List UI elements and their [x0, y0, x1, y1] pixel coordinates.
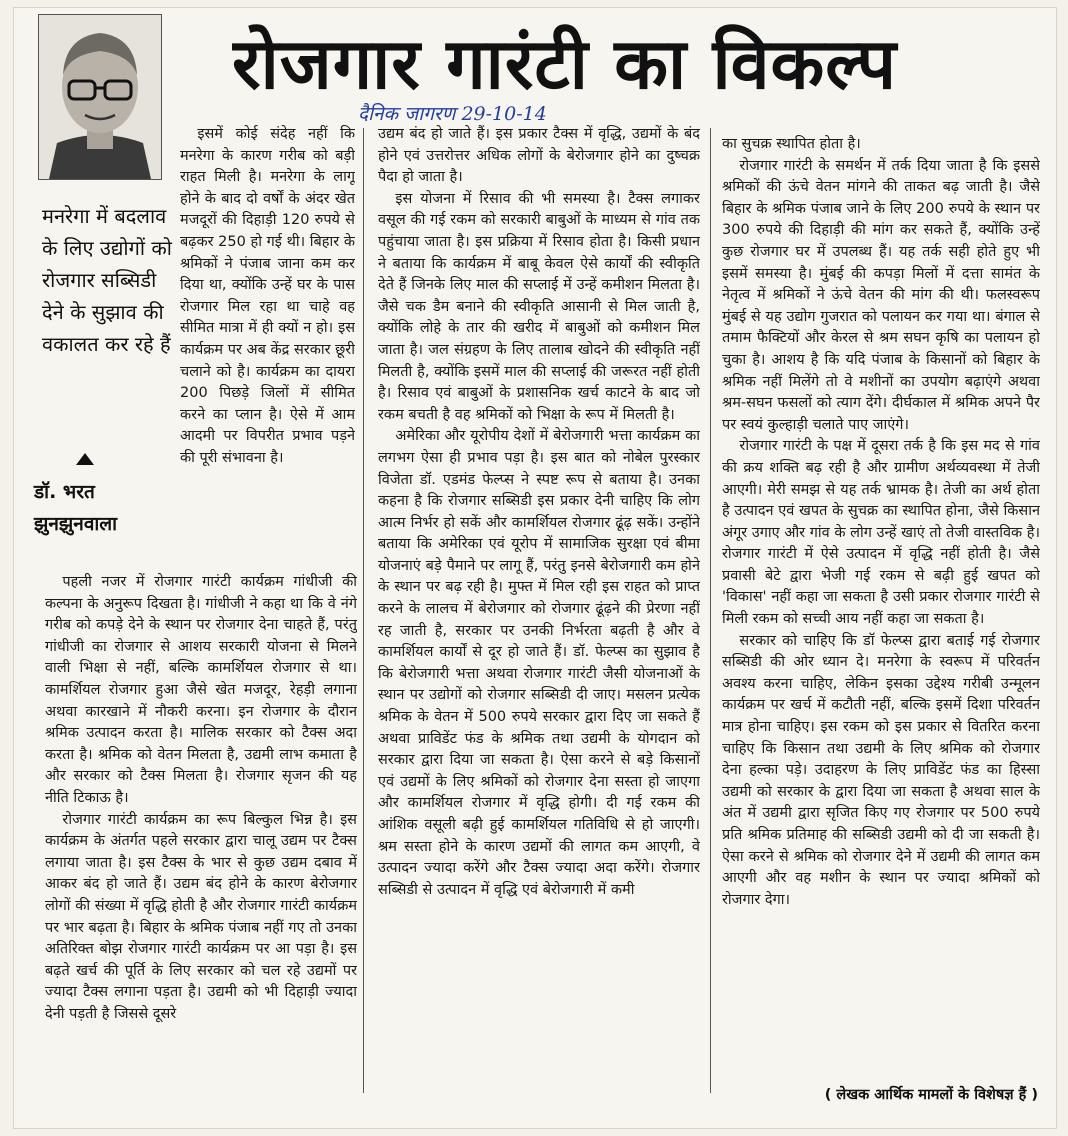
column-divider [363, 128, 364, 1093]
author-name-line1: डॉ. भरत [34, 481, 95, 503]
article-column-1-top [180, 124, 355, 574]
paragraph: पहली नजर में रोजगार गारंटी कार्यक्रम गांधीजी की कल्पना के अनुरूप दिखता है। गांधीजी ने कहा था कि वे नंगे गरीब को कपड़े देने के स्थान पर रोजगार देना चाहते हैं, परंतु गांधीजी का रोजगार से आशय सरकारी योजना से मिलने वाली भिक्षा से नहीं, बल्कि कामर्शियल रोजगार से था। कामर्शियल रोजगार हुआ जैसे खेत मजदूर, रेहड़ी लगाना अथवा कारखाने में नौकरी करना। इन रोजगार के दौरान श्रमिक उत्पादन करता है। मालिक सरकार को टैक्स अदा करता है। श्रमिक को वेतन मिलता है, उद्यमी लाभ कमाता है और सरकार को टैक्स मिलता है। रोजगार सृजन की यह नीति टिकाऊ है। [45, 574, 357, 806]
author-name-line2: झुनझुनवाला [34, 513, 118, 535]
paragraph: का सुचक्र स्थापित होता है। [722, 136, 861, 152]
paragraph: सरकार को चाहिए कि डॉ फेल्प्स द्वारा बताई गई रोजगार सब्सिडी की ओर ध्यान दे। मनरेगा के स्वरूप में परिवर्तन अवश्य करना चाहिए, लेकिन इसका उद्देश्य गरीबी उन्मूलन कार्यक्रम पर खर्च में कटौती नहीं, बल्कि इसमें दिशा परिवर्तन मात्र होना चाहिए। इस रकम को इस प्रकार से वितरित करना चाहिए कि किसान तथा उद्यमी के लिए श्रमिक को रोजगार देना हल्का पड़े। उदाहरण के लिए प्राविडेंट फंड का हिस्सा उद्यमी को सरकार के द्वारा दिया जा सकता है अथवा साल के अंत में उद्यमी द्वारा सृजित किए गए रोजगार पर 500 रुपये प्रति श्रमिक प्रतिमाह की सब्सिडी उद्यमी को दी जा सकती है। ऐसा करने से श्रमिक को रोजगार देने में उद्यमी की लागत कम आएगी और वह मशीन के स्थान पर ज्यादा श्रमिकों को रोजगार देगा। [722, 632, 1040, 908]
paragraph: इसमें कोई संदेह नहीं कि मनरेगा के कारण गरीब को बड़ी राहत मिली है। मनरेगा के लागू होने के बाद दो वर्षों के अंदर खेत मजदूरों की दिहाड़ी 120 रुपये से बढ़कर 250 हो गई थी। बिहार के श्रमिकों ने पंजाब जाना कम कर दिया था, क्योंकि उन्हें घर के पास रोजगार मिल रहा था चाहे वह सीमित मात्रा में ही क्यों न हो। इस कार्यक्रम पर अब केंद्र सरकार छूरी चलाने को है। कार्यक्रम का दायरा 200 पिछड़े जिलों में सीमित करने का प्लान है। ऐसे में आम आदमी पर विपरीत प्रभाव पड़ने की पूरी संभावना है। [180, 126, 355, 466]
paragraph: रोजगार गारंटी के पक्ष में दूसरा तर्क है कि इस मद से गांव की क्रय शक्ति बढ़ रही है और ग्रामीण अर्थव्यवस्था में तेजी आएगी। मेरी समझ से यह तर्क भ्रामक है। तेजी का अर्थ होता है उत्पादन एवं खपत के सुचक्र का स्थापित होना, जैसे किसान अंगूर उगाए और गांव के लोग उन्हें खाएं तो तेजी वास्तविक है। रोजगार गारंटी में ऐसे उत्पादन में वृद्धि नहीं होती है। जैसे प्रवासी बेटे द्वारा भेजी गई रकम से बढ़ी हुई खपत को 'विकास' नहीं कहा जा सकता है उसी प्रकार रोजगार गारंटी से मिली रकम को सच्ची आय नहीं कहा जा सकता है। [722, 438, 1040, 628]
headline: रोजगार गारंटी का विकल्प [232, 23, 898, 105]
pull-quote: मनरेगा में बदलाव के लिए उद्योगों को रोजगार सब्सिडी देने के सुझाव की वकालत कर रहे हैं [42, 204, 172, 356]
paragraph: उद्यम बंद हो जाते हैं। इस प्रकार टैक्स में वृद्धि, उद्यमों के बंद होने एवं उत्तरोत्तर अधिक लोगों के बेरोजगार होने का दुष्चक्र पैदा हो जाता है। [378, 126, 700, 186]
author-byline [34, 476, 184, 540]
triangle-marker-icon [75, 452, 95, 466]
article-column-1-bottom [45, 572, 357, 1092]
paragraph: रोजगार गारंटी के समर्थन में तर्क दिया जाता है कि इससे श्रमिकों की ऊंचे वेतन मांगने की ताकत बढ़ जाती है। जैसे बिहार के श्रमिक पंजाब जाने के लिए 200 रुपये के स्थान पर 300 रुपये की दिहाड़ी की मांग कर सकते हैं, क्योंकि उन्हें कुछ रोजगार घर में उपलब्ध हैं। यह तर्क सही होते हुए भी इसमें समस्या है। मुंबई की कपड़ा मिलों में दत्ता सामंत के नेतृत्व में श्रमिकों ने ऊंचे वेतन की मांग की थी। फलस्वरूप मुंबई से यह उद्योग गुजरात को पलायन कर गया था। बंगाल से तमाम फैक्टियों और केरल से श्रम सघन कृषि का पलायन हो चुका है। आशय है कि यदि पंजाब के किसानों को बिहार के श्रमिक नहीं मिलेंगे तो वे मशीनों का उपयोग बढ़ाएंगे अथवा श्रम-सघन फसलों को त्याग देंगे। दीर्घकाल में श्रमिक अपने पैर पर स्वयं कुल्हाड़ी चलाते पाए जाएंगे। [722, 157, 1040, 433]
author-photo [38, 14, 162, 180]
article-column-2 [378, 124, 700, 1099]
handwritten-date-note: दैनिक जागरण 29-10-14 [358, 103, 547, 125]
column-divider [710, 128, 711, 1093]
paragraph: अमेरिका और यूरोपीय देशों में बेरोजगारी भत्ता कार्यक्रम का लगभग ऐसा ही प्रभाव पड़ा है। इस बात को नोबेल पुरस्कार विजेता डॉ. एडमंड फेल्प्स ने स्पष्ट रूप से बताया है। उनका कहना है कि रोजगार सब्सिडी इस प्रकार देनी चाहिए कि लोग आत्म निर्भर हो सकें और कामर्शियल रोजगार ढूंढ़ सकें। उन्होंने बताया कि अमेरिका एवं यूरोप में सामाजिक सुरक्षा एवं बीमा योजनाएं बड़े पैमाने पर लागू हैं, परंतु इनसे बेरोजगारी कम होने के स्थान पर बढ़ रही है। मुफ्त में मिल रही इस राहत को प्राप्त करने के लालच में बेरोजगार को रोजगार ढूंढ़ने की प्रेरणा नहीं रह जाती है, सरकार पर उनकी निर्भरता बढ़ती है और वे कामर्शियल कार्यों से दूर हो जाते हैं। डॉ. फेल्प्स का सुझाव है कि बेरोजगारी भत्ता अथवा रोजगार गारंटी जैसी योजनाओं के स्थान पर उद्योगों को रोजगार सब्सिडी दी जाए। मसलन प्रत्येक श्रमिक के वेतन में 500 रुपये सरकार द्वारा दिए जा सकते हैं अथवा प्राविडेंट फंड के श्रमिक तथा उद्यमी के योगदान को सरकार द्वारा दिया जा सकता है। ऐसा करने से बड़े किसानों एवं उद्यमों के लिए श्रमिकों को रोजगार देना सस्ता हो जाएगा और कामर्शियल रोजगार में वृद्धि होगी। दी गई रकम की आंशिक वसूली बढ़ी हुई कामर्शियल गतिविधि से हो जाएगी। श्रम सस्ता होने के कारण उद्यमों की लागत कम आएगी, वे उत्पादन ज्यादा करेंगे और टैक्स ज्यादा अदा करेंगे। रोजगार सब्सिडी से उत्पादन में वृद्धि एवं बेरोजगारी में कमी [378, 428, 700, 898]
paragraph: रोजगार गारंटी कार्यक्रम का रूप बिल्कुल भिन्न है। इस कार्यक्रम के अंतर्गत पहले सरकार द्वारा चालू उद्यम पर टैक्स लगाया जाता है। इस टैक्स के भार से कुछ उद्यम दबाव में आकर बंद हो जाते हैं। उद्यम बंद होने के कारण बेरोजगार लोगों की संख्या में वृद्धि होती है और रोजगार गारंटी कार्यक्रम पर भार बढ़ता है। बिहार के श्रमिक पंजाब नहीं गए तो उनका अतिरिक्त बोझ रोजगार गारंटी कार्यक्रम पर आ पड़ा है। इस बढ़ते खर्च की पूर्ति के लिए सरकार को चल रहे उद्यमों पर ज्यादा टैक्स लगाना पड़ता है। उद्यमी को भी दिहाड़ी ज्यादा देनी पड़ती है जिससे दूसरे [45, 811, 357, 1022]
article-column-3 [722, 134, 1040, 1078]
paragraph: इस योजना में रिसाव की भी समस्या है। टैक्स लगाकर वसूल की गई रकम को सरकारी बाबुओं के माध्यम से गांव तक पहुंचाया जाता है। इस प्रक्रिया में रिसाव होता है। किसी प्रधान ने बताया कि कार्यक्रम में बाबू केवल ऐसे कार्यों की स्वीकृति देते हैं जिनके लिए माल की सप्लाई में उन्हें कमीशन मिलता है। जैसे चक डैम बनाने की स्वीकृति आसानी से मिल जाती है, क्योंकि लोहे के तार की खरीद में बाबुओं को कमीशन मिल जाता है। जल संग्रहण के लिए तालाब खोदने की स्वीकृति नहीं मिलती है, क्योंकि इसमें माल की सप्लाई की जरूरत नहीं होती है। रिसाव एवं बाबुओं के प्रशासनिक खर्च काटने के बाद जो रकम बचती है वह श्रमिकों को भिक्षा के रूप में मिलती है। [378, 190, 700, 423]
author-credit: ( लेखक आर्थिक मामलों के विशेषज्ञ हैं ) [824, 1087, 1038, 1103]
